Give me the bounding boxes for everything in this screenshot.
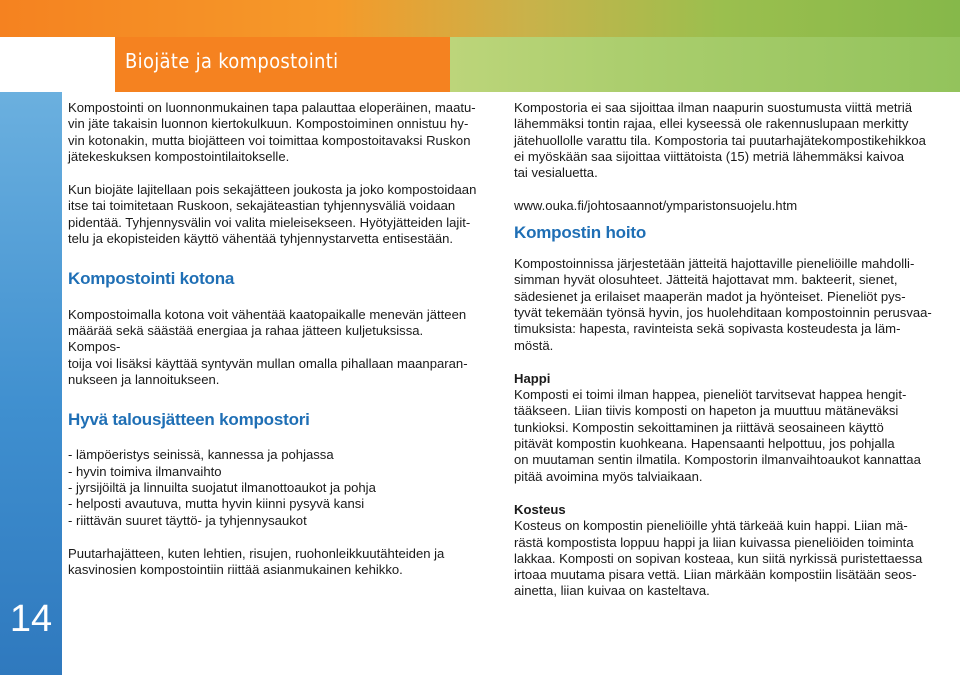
list-item: - helposti avautuva, mutta hyvin kiinni pysyvä kansi — [68, 496, 365, 512]
heading-kompostin-hoito: Kompostin hoito — [514, 222, 647, 242]
list-item: - jyrsijöiltä ja linnuilta suojatut ilmanottoaukot ja pohja — [68, 480, 376, 496]
right-column — [514, 100, 934, 600]
list-item: - riittävän suuret täyttö- ja tyhjennysaukot — [68, 512, 307, 528]
left-column — [68, 100, 478, 579]
list-item: - hyvin toimiva ilmanvaihto — [68, 463, 222, 479]
page-number: 14 — [9, 598, 53, 640]
title-box — [115, 37, 450, 92]
composter-feature-list — [68, 447, 478, 528]
heading-kosteus: Kosteus — [514, 501, 566, 517]
heading-happi: Happi — [514, 370, 551, 386]
page-title: Biojäte ja kompostointi — [125, 49, 339, 73]
heading-hyva-kompostori: Hyvä talousjätteen kompostori — [68, 410, 310, 430]
heading-kompostointi-kotona: Kompostointi kotona — [68, 269, 235, 289]
top-color-band — [0, 0, 960, 37]
list-item: - lämpöeristys seinissä, kannessa ja pohjassa — [68, 447, 334, 463]
reference-url[interactable]: www.ouka.fi/johtosaannot/ymparistonsuojelu.htm — [514, 198, 798, 214]
placement-paragraph: Kompostoria ei saa sijoittaa ilman naapurin suostumusta viittä metriä lähemmäksi tontin rajaa, ellei kyseessä ole rakennuslupaan merkitty jätehuollolle varattu tila. Kompostoria tai puutarhajätekompostikehikkoa ei myöskään saa sijoittaa viittätoista (15) metriä lähemmäksi kaivoa tai vesialuetta. — [514, 100, 926, 181]
home-composting-paragraph: Kompostoimalla kotona voit vähentää kaatopaikalle menevän jätteen määrää sekä säästää energiaa ja rahaa jätteen kuljetuksissa. Kompos- toija voi lisäksi käyttää syntyvän mullan omalla pihallaan maanparan- nukseen ja lannoitukseen. — [68, 306, 468, 387]
care-paragraph: Kompostoinnissa järjestetään jätteitä hajottaville pieneliöille mahdolli- simman hyvät olosuhteet. Jätteitä hajottavat mm. bakteerit, sienet, sädesienet ja erilaiset maaperän madot ja hyönteiset. Pieneliöt pys- tyvät tekemään työnsä hyvin, jos huolehditaan kompostoinnin perusvaa- timuksista: hapesta, ravinteista sekä sopivasta kosteudesta ja läm- möstä. — [514, 256, 932, 353]
intro-paragraph: Kompostointi on luonnonmukainen tapa palauttaa eloperäinen, maatu- vin jäte takaisin luonnon kiertokulkuun. Kompostoiminen onnistuu hy- vin kotonakin, mutta biojätteen voi toimittaa kompostoitavaksi Ruskon jätekeskuksen kompostointilaitokselle. — [68, 100, 476, 164]
moisture-paragraph: Kosteus on kompostin pieneliöille yhtä tärkeää kuin happi. Liian mä- rästä kompostista loppuu happi ja liian kuivassa pieneliöiden toiminta lakkaa. Komposti on sopivan kosteaa, kun siitä nyrkissä puristettaessa irtoaa muutama pisara vettä. Liian märkään kompostiin lisätään seos- ainetta, liian kuivaa on kasteltava. — [514, 518, 923, 599]
sorting-paragraph: Kun biojäte lajitellaan pois sekajätteen joukosta ja joko kompostoidaan itse tai toimitetaan Ruskoon, sekajäteastian tyhjennysväliä voidaan pidentää. Tyhjennysvälin voi valita mieleisekseen. Hyötyjätteiden lajit- telu ja ekopisteiden käyttö vähentää tyhjennystarvetta entisestään. — [68, 182, 477, 247]
green-header-strip — [450, 37, 960, 92]
garden-waste-paragraph: Puutarhajätteen, kuten lehtien, risujen, ruohonleikkuutähteiden ja kasvinosien kompostointiin riittää asianmukainen kehikko. — [68, 545, 445, 578]
left-sidebar-bar — [0, 92, 62, 675]
oxygen-paragraph: Komposti ei toimi ilman happea, pieneliöt tarvitsevat happea hengit- tääkseen. Liian tiivis komposti on hapeton ja muuttuu mätäneväksi tunkioksi. Kompostin sekoittaminen ja riittävä seosaineen käyttö pitävät kompostin kuohkeana. Hapensaanti helpottuu, jos pohjalla on muutaman sentin ilmatila. Kompostorin ilmanvaihtoaukot kannattaa pitää avoimina myös talviaikaan. — [514, 387, 921, 484]
